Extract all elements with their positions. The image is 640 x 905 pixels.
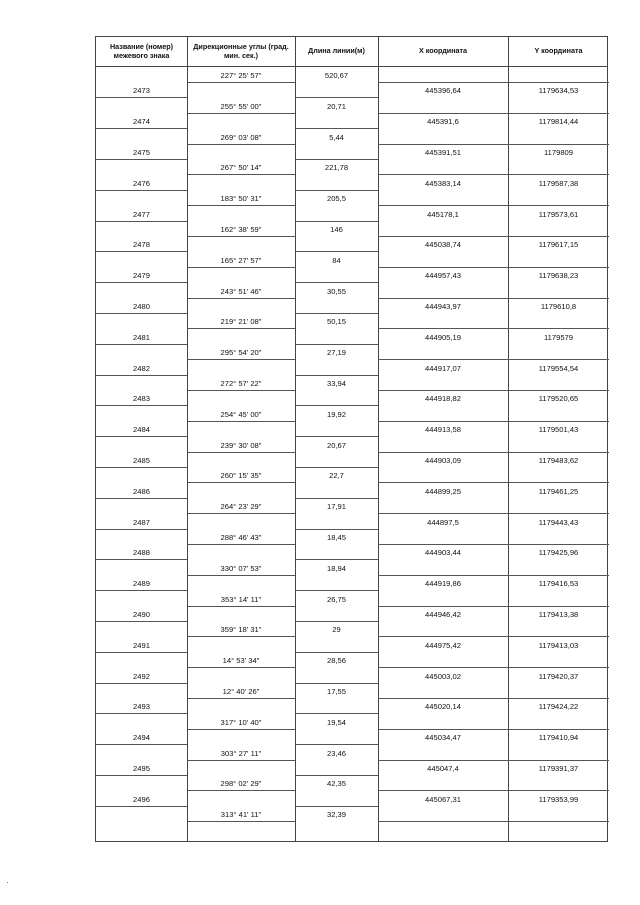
row-rule <box>295 559 378 560</box>
coordinates-table <box>95 36 608 842</box>
row-rule <box>508 359 609 360</box>
cell-length: 17,55 <box>326 687 346 696</box>
cell-angle: 165° 27' 57" <box>220 255 262 265</box>
cell-name: 2476 <box>133 178 150 188</box>
row-rule <box>187 236 295 237</box>
cell-name: 2488 <box>133 548 150 558</box>
cell-angle: 269° 03' 08" <box>220 132 262 142</box>
row-rule <box>295 344 378 345</box>
row-rule <box>378 636 508 637</box>
cell-x: 445067,31 <box>425 794 461 804</box>
row-rule <box>96 375 187 376</box>
cell-y: 1179410,94 <box>538 733 579 743</box>
row-rule <box>295 775 378 776</box>
row-rule <box>508 267 609 268</box>
scan-speck <box>7 882 8 883</box>
row-rule <box>187 606 295 607</box>
row-rule <box>378 359 508 360</box>
cell-angle: 183° 50' 31" <box>220 194 262 204</box>
row-rule <box>96 744 187 745</box>
row-rule <box>96 559 187 560</box>
row-rule <box>508 144 609 145</box>
header-name: Название (номер) межевого знака <box>109 42 174 60</box>
row-rule <box>187 482 295 483</box>
cell-y: 1179610,8 <box>540 302 577 311</box>
row-rule <box>378 205 508 206</box>
row-rule <box>508 205 609 206</box>
row-rule <box>378 267 508 268</box>
cell-y: 1179634,53 <box>538 86 579 96</box>
cell-name: 2494 <box>133 733 150 743</box>
cell-angle: 255° 55' 00" <box>220 101 262 111</box>
cell-angle: 272° 57' 22" <box>220 379 262 388</box>
cell-name: 2489 <box>133 579 150 589</box>
row-rule <box>96 128 187 129</box>
row-rule <box>378 174 508 175</box>
cell-angle: 227° 25' 57" <box>220 71 262 80</box>
cell-x: 445178,1 <box>427 209 459 219</box>
cell-name: 2473 <box>133 86 150 96</box>
row-rule <box>378 667 508 668</box>
row-rule <box>295 713 378 714</box>
row-rule <box>295 683 378 684</box>
row-rule <box>295 190 378 191</box>
row-rule <box>96 405 187 406</box>
row-rule <box>96 498 187 499</box>
row-rule <box>96 436 187 437</box>
row-rule <box>378 760 508 761</box>
row-rule <box>96 344 187 345</box>
cell-length: 30,55 <box>326 286 346 296</box>
cell-x: 444917,07 <box>425 363 461 373</box>
cell-x: 444899,25 <box>425 486 461 496</box>
row-rule <box>378 298 508 299</box>
cell-length: 84 <box>332 255 341 265</box>
row-rule <box>295 282 378 283</box>
cell-name: 2483 <box>133 394 150 404</box>
row-rule <box>508 698 609 699</box>
cell-y: 1179573,61 <box>538 209 579 219</box>
cell-name: 2492 <box>133 671 150 681</box>
row-rule <box>295 405 378 406</box>
cell-length: 23,46 <box>326 748 346 758</box>
row-rule <box>295 375 378 376</box>
row-rule <box>378 544 508 545</box>
row-rule <box>295 529 378 530</box>
row-rule <box>96 159 187 160</box>
row-rule <box>295 744 378 745</box>
row-rule <box>295 221 378 222</box>
cell-length: 22,7 <box>329 471 344 481</box>
cell-angle: 260° 15' 35" <box>220 471 262 481</box>
cell-angle: 313° 41' 11" <box>220 810 262 820</box>
row-rule <box>187 821 295 822</box>
cell-length: 17,91 <box>326 502 346 512</box>
cell-x: 445391,51 <box>425 148 461 157</box>
row-rule <box>508 328 609 329</box>
row-rule <box>96 97 187 98</box>
row-rule <box>187 544 295 545</box>
cell-x: 444897,5 <box>427 517 459 527</box>
cell-name: 2485 <box>133 456 150 465</box>
row-rule <box>508 575 609 576</box>
header-x: X координата <box>418 46 468 56</box>
cell-x: 444905,19 <box>425 332 461 342</box>
cell-name: 2474 <box>133 117 150 127</box>
cell-length: 42,35 <box>326 779 346 789</box>
cell-length: 5,44 <box>329 132 344 142</box>
cell-length: 18,94 <box>326 563 346 573</box>
cell-y: 1179420,37 <box>538 671 579 681</box>
cell-x: 445034,47 <box>425 733 461 743</box>
row-rule <box>508 760 609 761</box>
row-rule <box>295 467 378 468</box>
cell-length: 50,15 <box>326 317 346 327</box>
cell-name: 2482 <box>133 363 150 373</box>
row-rule <box>378 513 508 514</box>
cell-name: 2480 <box>133 302 150 311</box>
row-rule <box>378 421 508 422</box>
row-rule <box>378 452 508 453</box>
row-rule <box>508 174 609 175</box>
row-rule <box>295 251 378 252</box>
row-rule <box>187 82 295 83</box>
cell-name: 2490 <box>133 610 150 619</box>
cell-name: 2495 <box>133 764 150 773</box>
cell-angle: 12° 40' 26" <box>222 687 260 696</box>
cell-length: 205,5 <box>326 194 346 204</box>
cell-y: 1179638,23 <box>538 271 579 281</box>
cell-length: 27,19 <box>326 348 346 358</box>
row-rule <box>187 174 295 175</box>
cell-x: 445020,14 <box>425 702 461 712</box>
cell-x: 445047,4 <box>427 764 459 773</box>
cell-angle: 219° 21' 08" <box>220 317 262 327</box>
row-rule <box>378 82 508 83</box>
cell-x: 445396,64 <box>425 86 461 96</box>
row-rule <box>378 113 508 114</box>
cell-x: 444975,42 <box>425 640 461 650</box>
row-rule <box>508 421 609 422</box>
cell-x: 444913,58 <box>425 425 461 435</box>
cell-y: 1179554,54 <box>538 363 579 373</box>
cell-y: 1179416,53 <box>538 579 579 589</box>
cell-name: 2475 <box>133 148 150 157</box>
row-rule <box>187 667 295 668</box>
header-length: Длина линии(м) <box>308 46 365 56</box>
row-rule <box>187 359 295 360</box>
row-rule <box>378 236 508 237</box>
cell-x: 444957,43 <box>425 271 461 281</box>
row-rule <box>508 236 609 237</box>
cell-y: 1179501,43 <box>538 425 579 435</box>
row-rule <box>187 328 295 329</box>
row-rule <box>187 698 295 699</box>
cell-length: 520,67 <box>324 71 349 80</box>
header-y: Y координата <box>534 46 583 56</box>
cell-x: 445391,6 <box>427 117 459 127</box>
cell-length: 20,71 <box>326 101 346 111</box>
row-rule <box>508 667 609 668</box>
row-rule <box>508 452 609 453</box>
row-rule <box>187 144 295 145</box>
cell-angle: 239° 30' 08" <box>220 440 262 450</box>
row-rule <box>96 467 187 468</box>
row-rule <box>295 97 378 98</box>
cell-x: 445003,02 <box>425 671 461 681</box>
cell-x: 444918,82 <box>425 394 461 404</box>
row-rule <box>508 544 609 545</box>
cell-length: 32,39 <box>326 810 346 820</box>
cell-angle: 317° 10' 40" <box>220 717 262 727</box>
cell-y: 1179391,37 <box>538 764 579 773</box>
row-rule <box>508 390 609 391</box>
row-rule <box>187 760 295 761</box>
row-rule <box>378 790 508 791</box>
cell-y: 1179413,03 <box>538 640 579 650</box>
row-rule <box>378 144 508 145</box>
row-rule <box>378 821 508 822</box>
cell-length: 33,94 <box>326 379 346 388</box>
row-rule <box>508 482 609 483</box>
cell-name: 2481 <box>133 332 150 342</box>
row-rule <box>187 513 295 514</box>
row-rule <box>96 652 187 653</box>
row-rule <box>187 113 295 114</box>
row-rule <box>96 313 187 314</box>
cell-length: 29 <box>332 625 341 635</box>
cell-y: 1179443,43 <box>538 517 579 527</box>
row-rule <box>378 698 508 699</box>
row-rule <box>295 806 378 807</box>
cell-y: 1179579 <box>544 332 573 342</box>
row-rule <box>378 606 508 607</box>
header-divider <box>96 66 607 67</box>
header-angle: Дирекционные углы (град. мин. сек.) <box>193 42 289 60</box>
row-rule <box>508 113 609 114</box>
row-rule <box>187 267 295 268</box>
row-rule <box>508 729 609 730</box>
row-rule <box>508 82 609 83</box>
row-rule <box>508 636 609 637</box>
cell-name: 2478 <box>133 240 150 250</box>
row-rule <box>295 128 378 129</box>
cell-angle: 353° 14' 11" <box>220 594 262 604</box>
cell-name: 2477 <box>133 209 150 219</box>
cell-angle: 359° 18' 31" <box>220 625 262 635</box>
row-rule <box>96 282 187 283</box>
row-rule <box>187 636 295 637</box>
cell-angle: 295° 54' 20" <box>220 348 262 358</box>
row-rule <box>96 621 187 622</box>
cell-name: 2479 <box>133 271 150 281</box>
column-divider <box>378 37 379 841</box>
row-rule <box>96 529 187 530</box>
row-rule <box>187 421 295 422</box>
row-rule <box>187 790 295 791</box>
cell-angle: 254° 45' 00" <box>220 409 262 419</box>
row-rule <box>187 298 295 299</box>
row-rule <box>378 328 508 329</box>
row-rule <box>378 575 508 576</box>
row-rule <box>378 482 508 483</box>
cell-length: 19,54 <box>326 717 346 727</box>
cell-x: 444903,09 <box>425 456 461 465</box>
cell-y: 1179424,22 <box>538 702 579 712</box>
cell-y: 1179353,99 <box>538 794 579 804</box>
cell-x: 444903,44 <box>425 548 461 558</box>
cell-y: 1179814,44 <box>538 117 579 127</box>
cell-y: 1179483,62 <box>538 456 579 465</box>
row-rule <box>187 575 295 576</box>
cell-length: 28,56 <box>326 656 346 666</box>
cell-y: 1179809 <box>544 148 573 157</box>
row-rule <box>96 590 187 591</box>
row-rule <box>96 713 187 714</box>
cell-y: 1179461,25 <box>538 486 579 496</box>
row-rule <box>295 436 378 437</box>
cell-length: 26,75 <box>326 594 346 604</box>
row-rule <box>508 790 609 791</box>
cell-length: 146 <box>330 225 343 234</box>
cell-angle: 303° 27' 11" <box>220 748 262 758</box>
cell-angle: 288° 46' 43" <box>220 533 262 542</box>
cell-angle: 14° 53' 34" <box>222 656 260 666</box>
cell-name: 2493 <box>133 702 150 712</box>
cell-length: 20,67 <box>326 440 346 450</box>
cell-name: 2484 <box>133 425 150 435</box>
column-divider <box>508 37 509 841</box>
cell-angle: 298° 02' 29" <box>220 779 262 789</box>
row-rule <box>508 821 609 822</box>
cell-x: 445038,74 <box>425 240 461 250</box>
row-rule <box>378 729 508 730</box>
row-rule <box>187 729 295 730</box>
cell-x: 444919,86 <box>425 579 461 589</box>
cell-x: 445383,14 <box>425 178 461 188</box>
cell-angle: 264° 23' 29" <box>220 502 262 512</box>
row-rule <box>96 190 187 191</box>
row-rule <box>96 683 187 684</box>
cell-y: 1179425,96 <box>538 548 579 558</box>
row-rule <box>508 606 609 607</box>
row-rule <box>295 621 378 622</box>
cell-length: 18,45 <box>326 533 346 542</box>
cell-angle: 243° 51' 46" <box>220 286 262 296</box>
cell-name: 2487 <box>133 517 150 527</box>
cell-x: 444943,97 <box>425 302 461 311</box>
cell-angle: 267° 50' 14" <box>220 163 262 173</box>
cell-y: 1179617,15 <box>538 240 579 250</box>
row-rule <box>295 159 378 160</box>
cell-angle: 162° 38' 59" <box>220 225 262 234</box>
cell-y: 1179413,38 <box>538 610 579 619</box>
cell-angle: 330° 07' 53" <box>220 563 262 573</box>
row-rule <box>96 221 187 222</box>
cell-length: 221,78 <box>324 163 349 173</box>
row-rule <box>187 205 295 206</box>
cell-x: 444946,42 <box>425 610 461 619</box>
cell-name: 2491 <box>133 640 150 650</box>
row-rule <box>295 498 378 499</box>
cell-y: 1179587,38 <box>538 178 579 188</box>
cell-y: 1179520,65 <box>538 394 579 404</box>
row-rule <box>96 251 187 252</box>
row-rule <box>295 652 378 653</box>
row-rule <box>508 513 609 514</box>
row-rule <box>187 390 295 391</box>
row-rule <box>187 452 295 453</box>
row-rule <box>295 313 378 314</box>
row-rule <box>508 298 609 299</box>
row-rule <box>295 590 378 591</box>
cell-name: 2496 <box>133 794 150 804</box>
row-rule <box>378 390 508 391</box>
row-rule <box>96 806 187 807</box>
cell-name: 2486 <box>133 486 150 496</box>
row-rule <box>96 775 187 776</box>
cell-length: 19,92 <box>326 409 346 419</box>
